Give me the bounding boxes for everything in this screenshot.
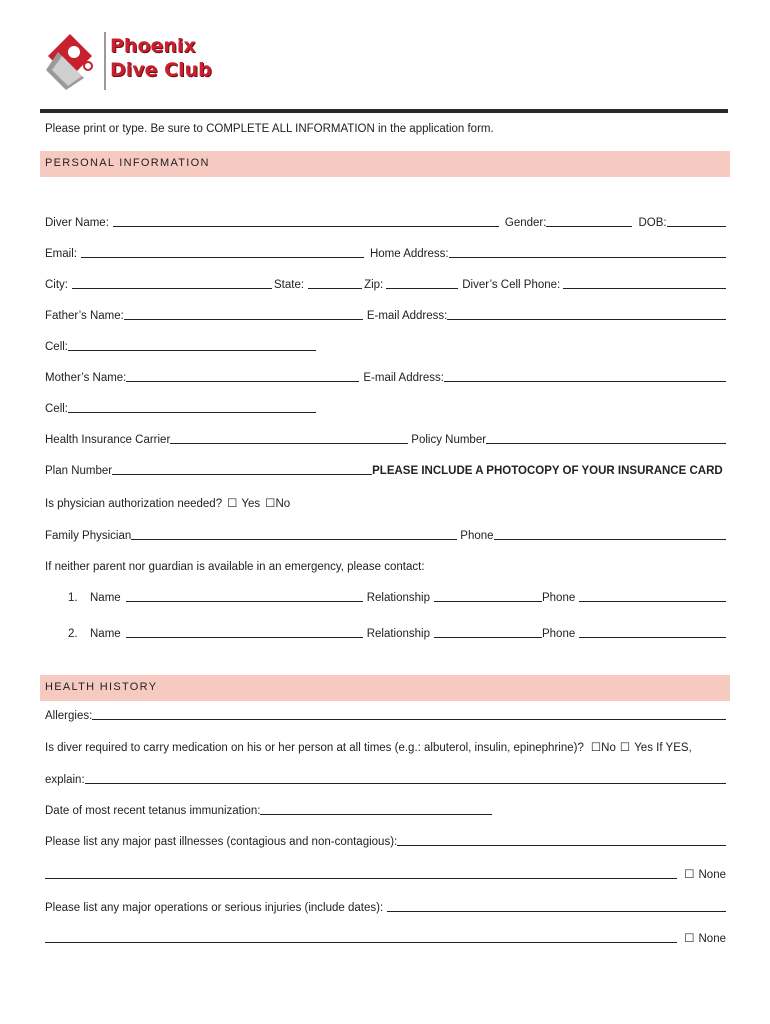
mothers-name-label: Mother’s Name: xyxy=(45,372,127,384)
contact-name-field-2[interactable] xyxy=(126,626,363,638)
fathers-name-label: Father’s Name: xyxy=(45,310,124,322)
tetanus-label: Date of most recent tetanus immunization: xyxy=(45,805,261,817)
emergency-contact-1 xyxy=(45,588,726,604)
section-health-history xyxy=(40,675,730,701)
home-address-label: Home Address: xyxy=(369,248,449,260)
operations-field-2[interactable] xyxy=(45,931,677,943)
allergies-field[interactable] xyxy=(92,708,726,720)
physician-phone-label: Phone xyxy=(460,530,494,542)
illnesses-field-2[interactable] xyxy=(45,867,677,879)
section-title: HEALTH HISTORY xyxy=(45,681,158,693)
medication-no-checkbox[interactable]: ☐ xyxy=(590,742,602,754)
dob-field[interactable] xyxy=(667,215,726,227)
divers-cell-label: Diver’s Cell Phone: xyxy=(462,279,561,291)
physician-no-checkbox[interactable]: ☐ xyxy=(265,498,276,510)
header-rule xyxy=(40,109,728,113)
operations-continuation-row xyxy=(45,929,726,945)
insurance-notice: PLEASE INCLUDE A PHOTOCOPY OF YOUR INSURANCE CARD xyxy=(372,465,723,477)
contact-phone-field-2[interactable] xyxy=(579,626,726,638)
email-label: Email: xyxy=(45,248,77,260)
illnesses-continuation-row xyxy=(45,865,726,881)
contact-name-label-1: Name xyxy=(90,592,121,604)
father-email-label: E-mail Address: xyxy=(366,310,448,322)
contact-relationship-label-1: Relationship xyxy=(366,592,430,604)
explain-field[interactable] xyxy=(85,772,726,784)
health-insurance-label: Health Insurance Carrier xyxy=(45,434,171,446)
tetanus-field[interactable] xyxy=(260,803,492,815)
club-name-line1: Phoenix xyxy=(110,35,196,57)
illnesses-none-checkbox[interactable]: ☐ xyxy=(684,869,695,881)
physician-auth-row xyxy=(45,494,726,510)
physician-auth-label: Is physician authorization needed? xyxy=(45,498,223,510)
contact-relationship-field-2[interactable] xyxy=(434,626,542,638)
mother-row xyxy=(45,368,726,384)
medication-row xyxy=(45,738,726,754)
state-label: State: xyxy=(274,279,305,291)
father-cell-field[interactable] xyxy=(68,339,316,351)
operations-field[interactable] xyxy=(387,900,726,912)
diamond-logo-icon xyxy=(44,30,102,92)
family-physician-row xyxy=(45,526,726,542)
mothers-name-field[interactable] xyxy=(126,370,359,382)
physician-phone-field[interactable] xyxy=(494,528,726,540)
contact-phone-label-1: Phone xyxy=(541,592,576,604)
medication-yes-label: Yes If YES, xyxy=(634,742,692,754)
illnesses-none-label: None xyxy=(698,869,726,881)
policy-number-field[interactable] xyxy=(486,432,726,444)
tetanus-row xyxy=(45,801,726,817)
mother-cell-label: Cell: xyxy=(45,403,69,415)
operations-none-label: None xyxy=(698,933,726,945)
health-insurance-field[interactable] xyxy=(170,432,408,444)
zip-label: Zip: xyxy=(364,279,384,291)
insurance-row xyxy=(45,430,726,446)
operations-none-checkbox[interactable]: ☐ xyxy=(684,933,695,945)
club-name-line2: Dive Club xyxy=(110,59,212,81)
city-label: City: xyxy=(45,279,68,291)
mother-cell-field[interactable] xyxy=(68,401,316,413)
section-personal-information xyxy=(40,151,730,177)
home-address-field[interactable] xyxy=(449,246,726,258)
logo-divider xyxy=(104,32,106,90)
zip-field[interactable] xyxy=(386,277,458,289)
family-physician-label: Family Physician xyxy=(45,530,132,542)
gender-field[interactable] xyxy=(546,215,632,227)
section-title: PERSONAL INFORMATION xyxy=(45,157,210,169)
city-field[interactable] xyxy=(72,277,272,289)
city-row xyxy=(45,275,726,291)
state-field[interactable] xyxy=(308,277,362,289)
plan-number-field[interactable] xyxy=(112,463,372,475)
father-email-field[interactable] xyxy=(447,308,726,320)
diver-name-row xyxy=(45,213,726,229)
contact-relationship-label-2: Relationship xyxy=(366,628,430,640)
emergency-contact-2 xyxy=(45,624,726,640)
family-physician-field[interactable] xyxy=(131,528,457,540)
father-cell-row xyxy=(45,337,726,353)
operations-label: Please list any major operations or serious injuries (include dates): xyxy=(45,902,384,914)
club-logo xyxy=(44,30,224,100)
explain-label: explain: xyxy=(45,774,85,786)
mother-email-field[interactable] xyxy=(444,370,726,382)
contact-phone-label-2: Phone xyxy=(541,628,576,640)
intro-text: Please print or type. Be sure to COMPLETE ALL INFORMATION in the application form. xyxy=(45,123,494,135)
diver-name-field[interactable] xyxy=(113,215,499,227)
mother-cell-row xyxy=(45,399,726,415)
contact-name-field-1[interactable] xyxy=(126,590,363,602)
illnesses-field[interactable] xyxy=(397,834,726,846)
allergies-label: Allergies: xyxy=(45,710,93,722)
club-name xyxy=(110,34,212,82)
contact-number-1: 1. xyxy=(68,592,78,604)
contact-relationship-field-1[interactable] xyxy=(434,590,542,602)
physician-yes-label: Yes xyxy=(241,498,261,510)
contact-phone-field-1[interactable] xyxy=(579,590,726,602)
operations-row xyxy=(45,898,726,914)
dob-label: DOB: xyxy=(638,217,667,229)
medication-question: Is diver required to carry medication on his or her person at all times (e.g.: albuterol, insulin, epinephrine)? xyxy=(45,742,584,754)
mother-email-label: E-mail Address: xyxy=(363,372,444,384)
fathers-name-field[interactable] xyxy=(124,308,363,320)
plan-number-label: Plan Number xyxy=(45,465,113,477)
emergency-prompt-row xyxy=(45,557,726,573)
plan-row xyxy=(45,461,726,477)
policy-number-label: Policy Number xyxy=(411,434,487,446)
father-row xyxy=(45,306,726,322)
diver-name-label: Diver Name: xyxy=(45,217,109,229)
contact-number-2: 2. xyxy=(68,628,78,640)
contact-name-label-2: Name xyxy=(90,628,121,640)
physician-no-label: No xyxy=(275,498,291,510)
email-row xyxy=(45,244,726,260)
allergies-row xyxy=(45,706,726,722)
illnesses-label: Please list any major past illnesses (contagious and non-contagious): xyxy=(45,836,398,848)
medication-no-label: No xyxy=(601,742,616,754)
emergency-prompt: If neither parent nor guardian is available in an emergency, please contact: xyxy=(45,561,425,573)
gender-label: Gender: xyxy=(504,217,547,229)
divers-cell-field[interactable] xyxy=(563,277,726,289)
physician-yes-checkbox[interactable]: ☐ xyxy=(227,498,238,510)
explain-row xyxy=(45,770,726,786)
medication-yes-checkbox[interactable]: ☐ xyxy=(619,742,631,754)
illnesses-row xyxy=(45,832,726,848)
email-field[interactable] xyxy=(81,246,364,258)
father-cell-label: Cell: xyxy=(45,341,69,353)
